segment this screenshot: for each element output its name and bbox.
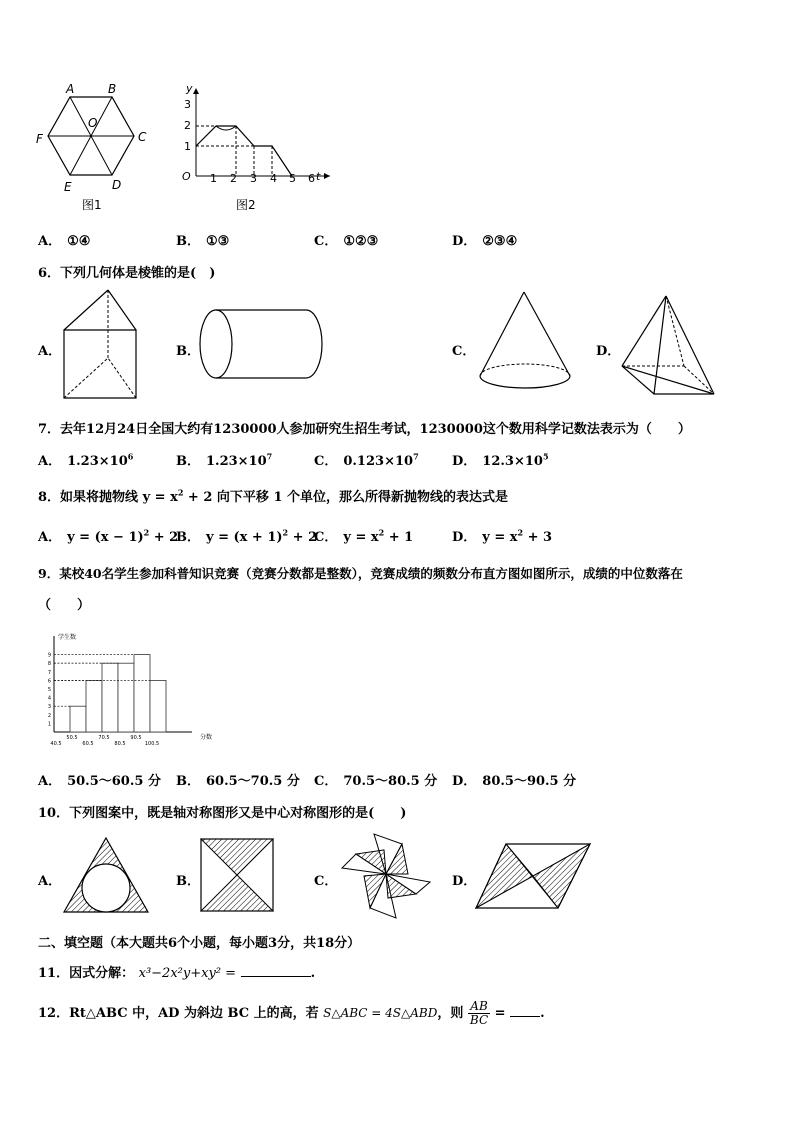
section-2-title: 二、填空题（本大题共6个小题，每小题3分，共18分） [38,936,361,951]
hex-label-o: O [88,116,98,130]
square-triangles-figure [200,838,274,912]
y-tick-label: 7 [47,669,51,676]
option-text: y = (x + 1) [206,530,283,545]
option-text: 60.5～70.5 分 [206,774,300,789]
option-label: C． [314,774,338,789]
q6-stem: 6．下列几何体是棱锥的是( ) [38,266,216,281]
hex-label-c: C [138,130,147,144]
fraction-denominator: BC [469,1013,489,1027]
option-label: A． [38,344,62,359]
option-label: D． [596,344,621,359]
option-text: 12.3×10 [482,454,543,469]
q6-option-c[interactable] [452,340,475,359]
hex-label-a: A [66,82,75,96]
y-tick-label: 9 [47,652,51,659]
option-text: 1.23×10 [206,454,267,469]
q8-stem-a: 8．如果将抛物线 y = x [38,490,178,505]
q12-equals: = [494,1006,506,1021]
q7-option-b[interactable] [176,450,272,469]
option-label: D． [452,530,477,545]
q11-expression: x³−2x²y+xy² = [138,966,237,981]
option-text: + 2 [149,530,179,545]
graph-x-tick: 2 [230,172,237,185]
option-label: A． [38,774,62,789]
q6-option-a[interactable] [38,340,61,359]
q6-option-d[interactable] [596,340,620,359]
histogram-bar [150,680,166,732]
pinwheel-figure [338,830,434,922]
q12-area-expression: S△ABC = 4S△ABD [323,1006,438,1020]
graph-y-tick: 3 [184,98,191,111]
q8-stem [38,486,508,505]
q11 [38,962,315,981]
option-text: ①②③ [343,234,379,249]
q9-option-d[interactable] [452,770,576,789]
option-text: ②③④ [482,234,518,249]
option-label: C． [314,454,338,469]
q8-stem-sup: 2 [177,487,184,498]
option-sup: 2 [282,527,289,538]
q11-answer-blank[interactable] [241,964,311,977]
cone-figure [476,290,576,396]
hex-label-e: E [64,180,72,194]
graph-x-tick: 1 [210,172,217,185]
q9-stem-line1: 9．某校40名学生参加科普知识竞赛（竞赛分数都是整数），竞赛成绩的频数分布直方图如图所示，成绩的中位数落在 [38,566,683,581]
q9-option-c[interactable] [314,770,437,789]
q12-stem: 12．Rt△ABC 中，AD 为斜边 BC 上的高，若 [38,1006,319,1021]
option-label: B． [176,344,200,359]
histogram-chart [40,630,220,750]
q8-option-b[interactable] [176,526,317,545]
option-text: y = x [343,530,379,545]
q8-option-a[interactable] [38,526,178,545]
histogram-bar [86,680,102,732]
option-label: C． [314,530,338,545]
y-tick-label: 6 [47,678,51,685]
option-exp: 5 [542,451,549,462]
q8-option-c[interactable] [314,526,413,545]
y-tick-label: 3 [47,704,51,711]
q5-option-d[interactable] [452,230,517,249]
q9-stem-line2: （ ） [38,598,91,613]
prism-figure [60,290,140,400]
triangle-circle-figure [62,836,150,916]
option-text: ①③ [206,234,230,249]
histogram-bar [118,663,134,732]
q10-option-a[interactable] [38,870,61,889]
q7-stem: 7．去年12月24日全国大约有1230000人参加研究生招生考试，1230000这个数用科学记数法表示为（ ） [38,422,691,437]
option-exp: 7 [413,451,419,462]
graph-x-tick: 3 [250,172,257,185]
graph-x-label: t [316,170,321,183]
x-tick-label: 100.5 [144,741,160,747]
option-label: D． [452,874,477,889]
fig2-caption: 图2 [236,198,256,212]
option-text: 80.5～90.5 分 [482,774,577,789]
option-label: D． [452,774,477,789]
q11-end: . [310,966,316,981]
q12 [38,1000,545,1027]
option-label: A． [38,874,62,889]
hex-label-b: B [108,82,117,96]
option-label: A． [38,234,62,249]
fig1-caption: 图1 [82,198,102,212]
option-text: 50.5～60.5 分 [67,774,161,789]
q10-stem: 10．下列图案中，既是轴对称图形又是中心对称图形的是( ) [38,806,407,821]
option-text: 0.123×10 [343,454,414,469]
option-sup: 2 [143,527,150,538]
graph-x-tick: 5 [289,172,296,185]
pyramid-figure [620,294,720,398]
fraction-numerator: AB [468,1000,490,1014]
option-label: B． [176,530,200,545]
x-tick-label: 90.5 [130,735,142,741]
histogram-bar [102,663,118,732]
option-label: D． [452,454,477,469]
y-tick-label: 8 [47,661,51,668]
y-tick-label: 5 [47,687,51,693]
option-label: A． [38,530,62,545]
option-label: B． [176,774,200,789]
x-tick-label: 70.5 [98,735,110,741]
y-tick-label: 4 [47,695,51,702]
option-sup: 2 [517,527,524,538]
q8-stem-b: + 2 向下平移 1 个单位，那么所得新抛物线的表达式是 [183,490,509,505]
graph-x-tick: 6 [308,172,315,185]
option-label: C． [452,344,476,359]
option-label: B． [176,454,200,469]
option-text: 70.5～80.5 分 [343,774,438,789]
q10-option-c[interactable] [314,870,337,889]
option-text: ①④ [67,234,91,249]
option-text: 1.23×10 [67,454,128,469]
q5-option-a[interactable] [38,230,90,249]
y-axis-label: 学生数 [58,634,77,641]
option-label: C． [314,234,338,249]
hex-label-d: D [112,178,122,192]
parallelogram-figure [474,842,592,910]
graph-origin-label: O [182,170,191,183]
q9-option-a[interactable] [38,770,161,789]
x-tick-label: 80.5 [114,741,126,747]
graph-y-label: y [186,82,193,95]
cylinder-figure [198,308,328,384]
histogram-bar [134,655,150,732]
q12-end: . [540,1006,545,1021]
q5-option-c[interactable] [314,230,378,249]
q7-option-d[interactable] [452,450,549,469]
q11-stem: 11．因式分解： [38,966,135,981]
option-text: y = x [482,530,518,545]
graph-y-tick: 2 [184,119,191,132]
x-axis-label: 分数 [200,734,213,741]
graph-y-tick: 1 [184,140,191,153]
q9-option-b[interactable] [176,770,300,789]
option-text: + 2 [288,530,318,545]
option-exp: 7 [266,451,273,462]
option-exp: 6 [127,451,134,462]
hex-label-f: F [36,132,43,146]
option-sup: 2 [378,527,385,538]
x-tick-label: 60.5 [82,741,94,747]
option-label: D． [452,234,477,249]
x-tick-label: 50.5 [66,735,78,741]
q5-option-b[interactable] [176,230,229,249]
q12-fraction [468,1000,490,1027]
histogram-bar [70,706,86,732]
q12-answer-blank[interactable] [510,1004,540,1017]
y-tick-label: 1 [47,721,51,728]
y-tick-label: 2 [47,712,51,719]
option-label: B． [176,234,200,249]
option-label: B． [176,874,200,889]
q7-option-c[interactable] [314,450,419,469]
q12-mid: ，则 [437,1006,464,1021]
option-label: A． [38,454,62,469]
x-tick-label: 40.5 [50,741,62,747]
option-label: C． [314,874,338,889]
q10-option-b[interactable] [176,870,200,889]
option-text: + 1 [384,530,414,545]
option-text: y = (x − 1) [67,530,144,545]
graph-x-tick: 4 [270,172,277,185]
option-text: + 3 [523,530,553,545]
q6-option-b[interactable] [176,340,200,359]
q7-option-a[interactable] [38,450,133,469]
q8-option-d[interactable] [452,526,552,545]
q10-option-d[interactable] [452,870,476,889]
